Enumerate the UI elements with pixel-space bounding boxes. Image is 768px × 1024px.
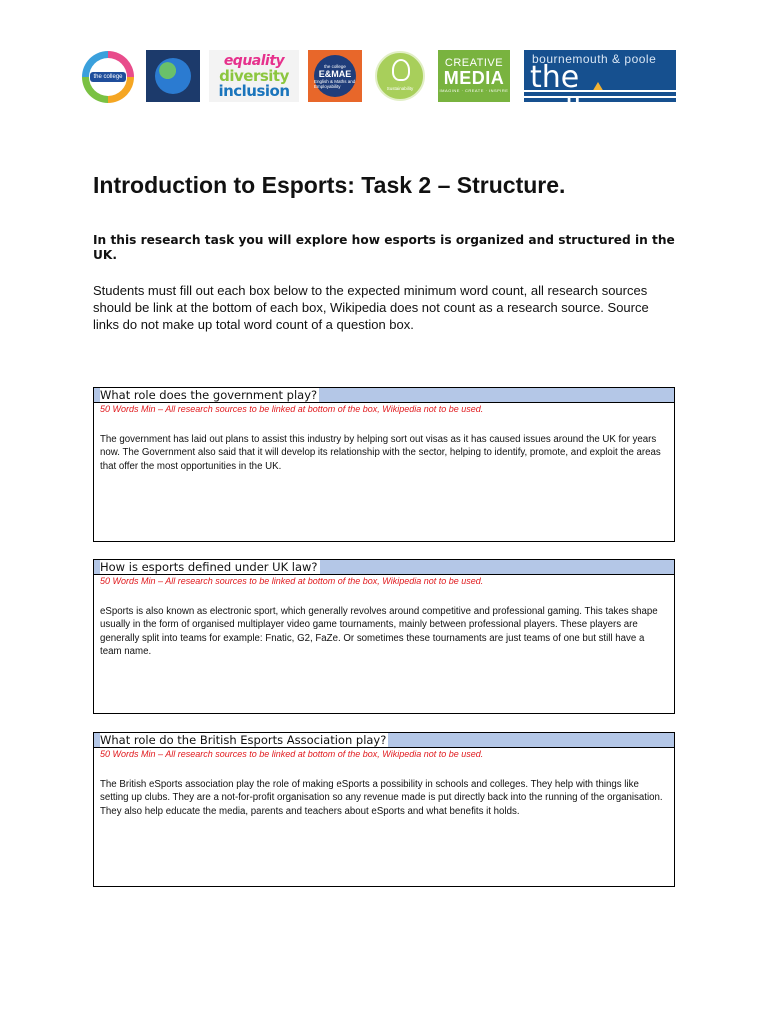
page-title: Introduction to Esports: Task 2 – Structure. — [93, 172, 566, 198]
question-box-government[interactable] — [93, 387, 675, 542]
question-heading-bar — [94, 388, 674, 403]
question-heading-bar — [94, 560, 674, 575]
sustainability-logo — [372, 50, 428, 102]
intro-text: In this research task you will explore how esports is organized and structured in the UK. — [93, 233, 675, 262]
bournemouth-college-logo — [524, 50, 676, 127]
creative-media-logo — [438, 50, 510, 102]
emae-sub-text: English & Maths and Employability — [314, 78, 356, 89]
media-text: MEDIA — [443, 68, 505, 88]
the-college-text: the college — [530, 60, 638, 127]
college-badge-logo — [82, 51, 134, 103]
emae-main-text: E&MAE — [318, 68, 352, 79]
college-badge-text: the college — [90, 72, 125, 82]
emae-logo — [308, 50, 362, 102]
question-box-british-esports[interactable] — [93, 732, 675, 887]
wave-icon — [524, 90, 676, 98]
answer-text[interactable]: eSports is also known as electronic sport, which generally revolves around competitive and professional gaming. This takes shape usually in the form of organised multiplayer video game tournaments, mainly between professional players. These players are generally split into teams for example: Fnatic, G2, FaZe. Or sometimes these tournaments are just teams of one but still have a team name. — [100, 606, 658, 657]
bournemouth-poole-text: bournemouth & poole — [532, 52, 657, 66]
word-count-requirement: 50 Words Min – All research sources to be linked at bottom of the box, Wikipedia not to be used. — [100, 749, 484, 759]
logo-word-diversity: diversity — [219, 66, 289, 85]
creative-media-tagline: IMAGINE · CREATE · INSPIRE — [439, 88, 509, 93]
tree-icon — [392, 59, 410, 81]
creative-text: CREATIVE — [444, 57, 504, 69]
logo-word-inclusion: inclusion — [218, 81, 290, 100]
question-heading: What role does the government play? — [100, 388, 318, 402]
instructions-text: Students must fill out each box below to the expected minimum word count, all research sources should be link at the bottom of each box, Wikipedia does not count as a research source. Source links do not make up total word count of a question box. — [93, 283, 649, 332]
equality-diversity-inclusion-logo — [209, 50, 299, 102]
sustainability-text: Sustainability — [386, 86, 414, 91]
question-box-uk-law[interactable] — [93, 559, 675, 714]
answer-text[interactable]: The British eSports association play the role of making eSports a possibility in schools and colleges. They help with things like setting up clubs. They are a not-for-profit organisation so any revenue made is put directly back into the running of the organisation. They also help educate the media, parents and teachers about eSports and what benefits it holds. — [100, 779, 663, 817]
globe-logo — [146, 50, 200, 102]
globe-icon — [155, 58, 191, 94]
word-count-requirement: 50 Words Min – All research sources to be linked at bottom of the box, Wikipedia not to be used. — [100, 576, 484, 586]
question-heading: How is esports defined under UK law? — [100, 560, 318, 574]
word-count-requirement: 50 Words Min – All research sources to be linked at bottom of the box, Wikipedia not to be used. — [100, 404, 484, 414]
logo-strip — [82, 50, 676, 127]
question-heading: What role do the British Esports Association play? — [100, 733, 387, 747]
emae-top-text: the college — [324, 63, 346, 69]
logo-word-equality: equality — [223, 52, 285, 69]
answer-text[interactable]: The government has laid out plans to assist this industry by helping sort out visas as it has caused issues around the UK for years now. The Government also said that it will develop its relationship with the sector, helping to identify, promote, and exploit the areas that offer the most opportunities in the UK. — [100, 434, 661, 472]
question-heading-bar — [94, 733, 674, 748]
